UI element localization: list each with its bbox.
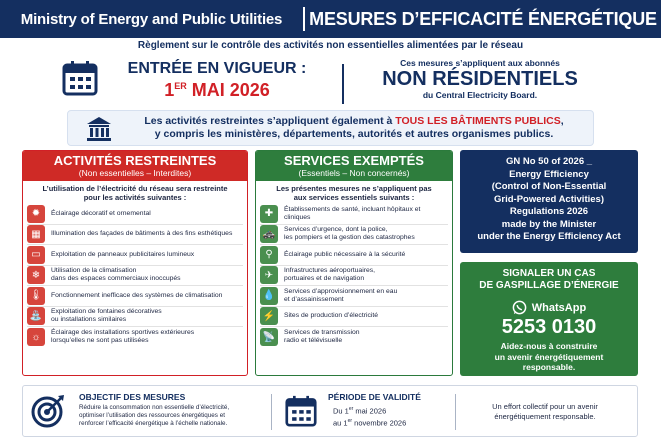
list-item xyxy=(260,225,448,246)
poster-title: MESURES D’EFFICACITÉ ÉNERGÉTIQUE xyxy=(309,8,657,29)
water-tap-icon: 💧 xyxy=(260,287,278,305)
list-item-text: Éclairage décoratif et ornemental xyxy=(51,209,151,217)
restricted-list xyxy=(23,204,247,348)
list-item-text: Éclairage des installations sportives extérieures lorsqu’elles ne sont pas utilisées xyxy=(51,329,195,345)
exempt-title: SERVICES EXEMPTÉS xyxy=(284,153,424,168)
list-item-text: Services de transmission radio et télévisuelle xyxy=(284,329,360,345)
footer-info-bar xyxy=(22,385,638,437)
billboard-icon: ▭ xyxy=(27,246,45,264)
public-buildings-banner xyxy=(67,110,594,146)
regulation-subtitle: Règlement sur le contrôle des activités non essentielles alimentées par le réseau xyxy=(137,40,524,51)
emergency-vehicle-icon: 🚓 xyxy=(260,225,278,243)
report-waste-box xyxy=(460,262,638,376)
list-item xyxy=(260,286,448,307)
list-item-text: Fonctionnement inefficace des systèmes de climatisation xyxy=(51,291,223,299)
list-item-text: Exploitation de panneaux publicitaires lumineux xyxy=(51,250,195,258)
restricted-intro: L’utilisation de l’électricité du réseau sera restreinte pour les activités suivantes : xyxy=(42,184,228,202)
restricted-subtitle: (Non essentielles – Interdites) xyxy=(78,168,192,178)
whatsapp-icon xyxy=(512,300,527,315)
whatsapp-number[interactable]: 5253 0130 xyxy=(501,316,597,338)
header-bar xyxy=(0,0,661,38)
footer-divider xyxy=(455,394,456,430)
non-residential-block xyxy=(350,58,610,100)
power-plant-icon: ⚡ xyxy=(260,307,278,325)
list-item xyxy=(27,245,243,266)
gn-line: GN No 50 of 2026 _ xyxy=(505,156,593,167)
exempt-subtitle: (Essentiels – Non concernés) xyxy=(298,168,410,178)
calendar-icon xyxy=(285,395,317,427)
effective-date-block xyxy=(62,58,322,108)
list-item xyxy=(27,307,243,328)
list-item xyxy=(27,225,243,246)
list-item-text: Établissements de santé, incluant hôpitaux et cliniques xyxy=(284,205,421,221)
government-building-icon xyxy=(86,116,112,142)
exempt-header xyxy=(256,151,452,181)
list-item xyxy=(260,204,448,225)
list-item xyxy=(27,204,243,225)
whatsapp-label: WhatsApp xyxy=(531,301,587,314)
airplane-icon: ✈ xyxy=(260,266,278,284)
ministry-name: Ministry of Energy and Public Utilities xyxy=(20,10,283,28)
validity-end: au 1er novembre 2026 xyxy=(333,418,407,428)
collective-effort-text: Un effort collectif pour un avenir énergétiquement responsable. xyxy=(492,402,598,421)
effective-label: ENTRÉE EN VIGUEUR : xyxy=(127,60,307,77)
chandelier-icon: ✹ xyxy=(27,205,45,223)
list-item-text: Exploitation de fontaines décoratives ou installations similaires xyxy=(51,308,162,324)
thermometer-icon: 🌡 xyxy=(27,287,45,305)
list-item-text: Illumination des façades de bâtiments à des fins esthétiques xyxy=(51,230,233,238)
validity-title: PÉRIODE DE VALIDITÉ xyxy=(328,392,421,402)
gn-line: under the Energy Efficiency Act xyxy=(477,231,621,242)
list-item xyxy=(27,286,243,307)
air-conditioner-icon: ❄ xyxy=(27,266,45,284)
street-light-icon: ⚲ xyxy=(260,246,278,264)
gn-line: Regulations 2026 xyxy=(509,206,589,217)
list-item xyxy=(27,266,243,287)
fountain-icon: ⛲ xyxy=(27,307,45,325)
public-buildings-highlight: TOUS LES BÂTIMENTS PUBLICS xyxy=(395,115,561,127)
list-item-text: Services d’urgence, dont la police, les pompiers et la gestion des catastrophes xyxy=(284,226,415,242)
calendar-icon xyxy=(62,60,98,96)
target-icon xyxy=(31,394,65,428)
exempt-services-panel xyxy=(255,150,453,376)
list-item xyxy=(260,327,448,348)
gn-line: made by the Minister xyxy=(501,218,597,230)
validity-start: Du 1er mai 2026 xyxy=(333,406,387,416)
report-title: SIGNALER UN CAS DE GASPILLAGE D’ÉNERGIE xyxy=(479,268,619,291)
footer-divider xyxy=(271,394,272,430)
divider xyxy=(342,64,344,104)
hospital-icon: ✚ xyxy=(260,205,278,223)
stadium-lights-icon: ☼ xyxy=(27,328,45,346)
restricted-title: ACTIVITÉS RESTREINTES xyxy=(53,153,217,168)
nonres-line1: Ces mesures s’appliquent aux abonnés xyxy=(400,58,560,68)
report-subtext: Aidez-nous à construire un avenir énergétiquement responsable. xyxy=(494,341,604,372)
list-item-text: Services d’approvisionnement en eau et d’assainissement xyxy=(284,287,398,303)
list-item xyxy=(260,266,448,287)
list-item xyxy=(27,327,243,348)
restricted-header xyxy=(23,151,247,181)
list-item-text: Éclairage public nécessaire à la sécurité xyxy=(284,250,406,258)
gn-line: (Control of Non-Essential xyxy=(491,181,607,192)
list-item xyxy=(260,245,448,266)
list-item xyxy=(260,307,448,328)
list-item-text: Sites de production d’électricité xyxy=(284,312,379,320)
exempt-intro: Les présentes mesures ne s’appliquent pas aux services essentiels suivants : xyxy=(276,184,432,202)
nonres-heading: NON RÉSIDENTIELS xyxy=(382,68,578,90)
gn-line: Grid-Powered Activities) xyxy=(494,193,604,205)
building-facade-icon: ▦ xyxy=(27,225,45,243)
government-notice-box xyxy=(460,150,638,253)
gn-line: Energy Efficiency xyxy=(509,168,589,180)
list-item-text: Utilisation de la climatisation dans des espaces commerciaux inoccupés xyxy=(51,267,181,283)
public-buildings-text: Les activités restreintes s’appliquent également à TOUS LES BÂTIMENTS PUBLICS, y compris les ministères, départements, autorités et autres organismes publics. xyxy=(144,115,564,140)
effective-date: 1ER MAI 2026 xyxy=(164,80,270,100)
objective-title: OBJECTIF DES MESURES xyxy=(79,392,186,402)
objective-text: Réduire la consommation non essentielle d’électricité, optimiser l’utilisation des ressources énergétiques et renforcer l’efficacité énergétique à l’échelle nationale. xyxy=(79,404,230,427)
restricted-activities-panel xyxy=(22,150,248,376)
nonres-line3: du Central Electricity Board. xyxy=(422,90,538,100)
whatsapp-row[interactable] xyxy=(460,300,638,315)
transmission-tower-icon: 📡 xyxy=(260,328,278,346)
exempt-list xyxy=(256,204,452,348)
list-item-text: Infrastructures aéroportuaires, portuaires et de navigation xyxy=(284,267,376,283)
